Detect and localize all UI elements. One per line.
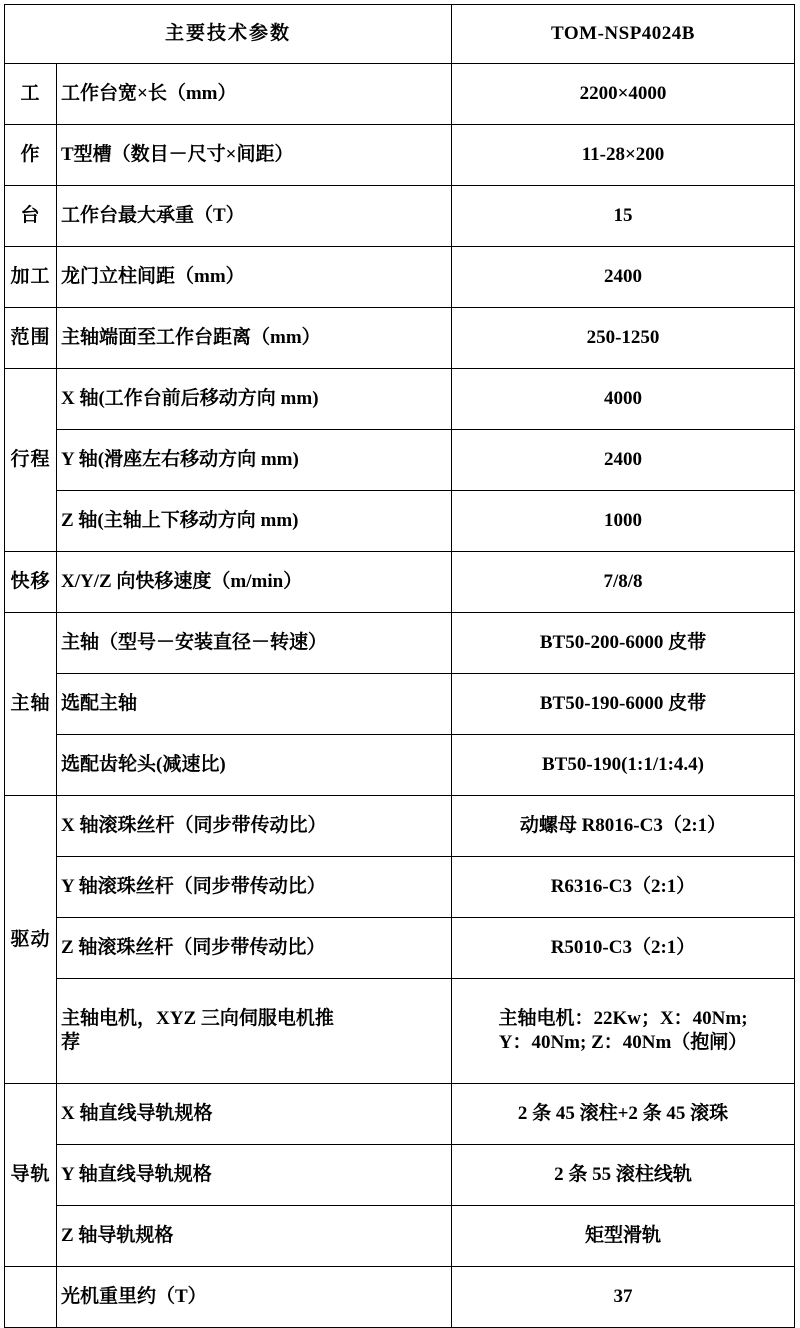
table-row: [5, 308, 795, 369]
table-row: [5, 735, 795, 796]
header-param-title: 主要技术参数: [5, 5, 452, 64]
param-value: [452, 979, 795, 1084]
group-label: 加工: [5, 247, 57, 308]
param-label: 选配主轴: [57, 674, 452, 735]
param-label: X 轴滚珠丝杆（同步带传动比）: [57, 796, 452, 857]
param-value: 37: [452, 1267, 795, 1328]
param-value: 2 条 45 滚柱+2 条 45 滚珠: [452, 1084, 795, 1145]
table-row: [5, 857, 795, 918]
param-value: 4000: [452, 369, 795, 430]
param-label: 选配齿轮头(减速比): [57, 735, 452, 796]
param-value: 2200×4000: [452, 64, 795, 125]
table-row: [5, 1267, 795, 1328]
param-label: Z 轴滚珠丝杆（同步带传动比）: [57, 918, 452, 979]
group-label: 台: [5, 186, 57, 247]
param-label: 主轴（型号－安装直径－转速）: [57, 613, 452, 674]
table-header-row: [5, 5, 795, 64]
param-label: Y 轴(滑座左右移动方向 mm): [57, 430, 452, 491]
param-label-line2: 荐: [61, 1032, 81, 1053]
param-value: 250-1250: [452, 308, 795, 369]
param-label: 龙门立柱间距（mm）: [57, 247, 452, 308]
param-value: 2 条 55 滚柱线轨: [452, 1145, 795, 1206]
param-value: BT50-190(1:1/1:4.4): [452, 735, 795, 796]
table-row: [5, 186, 795, 247]
table-row: [5, 1206, 795, 1267]
param-label: 主轴端面至工作台距离（mm）: [57, 308, 452, 369]
param-label-line1: 主轴电机，XYZ 三向伺服电机推: [61, 1008, 334, 1030]
header-model: TOM-NSP4024B: [452, 5, 795, 64]
table-row: [5, 979, 795, 1084]
param-label: 工作台宽×长（mm）: [57, 64, 452, 125]
param-value: R5010-C3（2:1）: [452, 918, 795, 979]
param-label: Y 轴滚珠丝杆（同步带传动比）: [57, 857, 452, 918]
table-row: [5, 1084, 795, 1145]
table-row: [5, 491, 795, 552]
param-value: 2400: [452, 247, 795, 308]
param-label: X 轴直线导轨规格: [57, 1084, 452, 1145]
param-label: Z 轴(主轴上下移动方向 mm): [57, 491, 452, 552]
table-row: [5, 64, 795, 125]
param-label: [57, 979, 452, 1084]
table-row: [5, 552, 795, 613]
table-row: [5, 674, 795, 735]
group-label: 导轨: [5, 1084, 57, 1267]
param-value: 7/8/8: [452, 552, 795, 613]
param-label: Y 轴直线导轨规格: [57, 1145, 452, 1206]
group-label: 快移: [5, 552, 57, 613]
param-label: X 轴(工作台前后移动方向 mm): [57, 369, 452, 430]
table-row: [5, 430, 795, 491]
param-label: Z 轴导轨规格: [57, 1206, 452, 1267]
param-value: R6316-C3（2:1）: [452, 857, 795, 918]
table-row: [5, 613, 795, 674]
param-label: 工作台最大承重（T）: [57, 186, 452, 247]
table-row: [5, 1145, 795, 1206]
group-label: 行程: [5, 369, 57, 552]
param-value: BT50-190-6000 皮带: [452, 674, 795, 735]
param-label: T型槽（数目－尺寸×间距）: [57, 125, 452, 186]
group-label: 范围: [5, 308, 57, 369]
group-label: 作: [5, 125, 57, 186]
group-label: [5, 1267, 57, 1328]
param-value-line1: 主轴电机：22Kw；X：40Nm;: [498, 1008, 748, 1030]
table-row: [5, 918, 795, 979]
table-row: [5, 125, 795, 186]
specification-table: [4, 4, 795, 1328]
param-value: 1000: [452, 491, 795, 552]
table-row: [5, 247, 795, 308]
param-value: 2400: [452, 430, 795, 491]
param-label: X/Y/Z 向快移速度（m/min）: [57, 552, 452, 613]
table-row: [5, 369, 795, 430]
group-label: 工: [5, 64, 57, 125]
group-label: 驱动: [5, 796, 57, 1084]
param-value: 11-28×200: [452, 125, 795, 186]
param-value: 动螺母 R8016-C3（2:1）: [452, 796, 795, 857]
param-value: BT50-200-6000 皮带: [452, 613, 795, 674]
param-value: 矩型滑轨: [452, 1206, 795, 1267]
param-value-line2: Y：40Nm; Z：40Nm（抱闸）: [498, 1032, 748, 1053]
param-label: 光机重里约（T）: [57, 1267, 452, 1328]
group-label: 主轴: [5, 613, 57, 796]
table-row: [5, 796, 795, 857]
param-value: 15: [452, 186, 795, 247]
